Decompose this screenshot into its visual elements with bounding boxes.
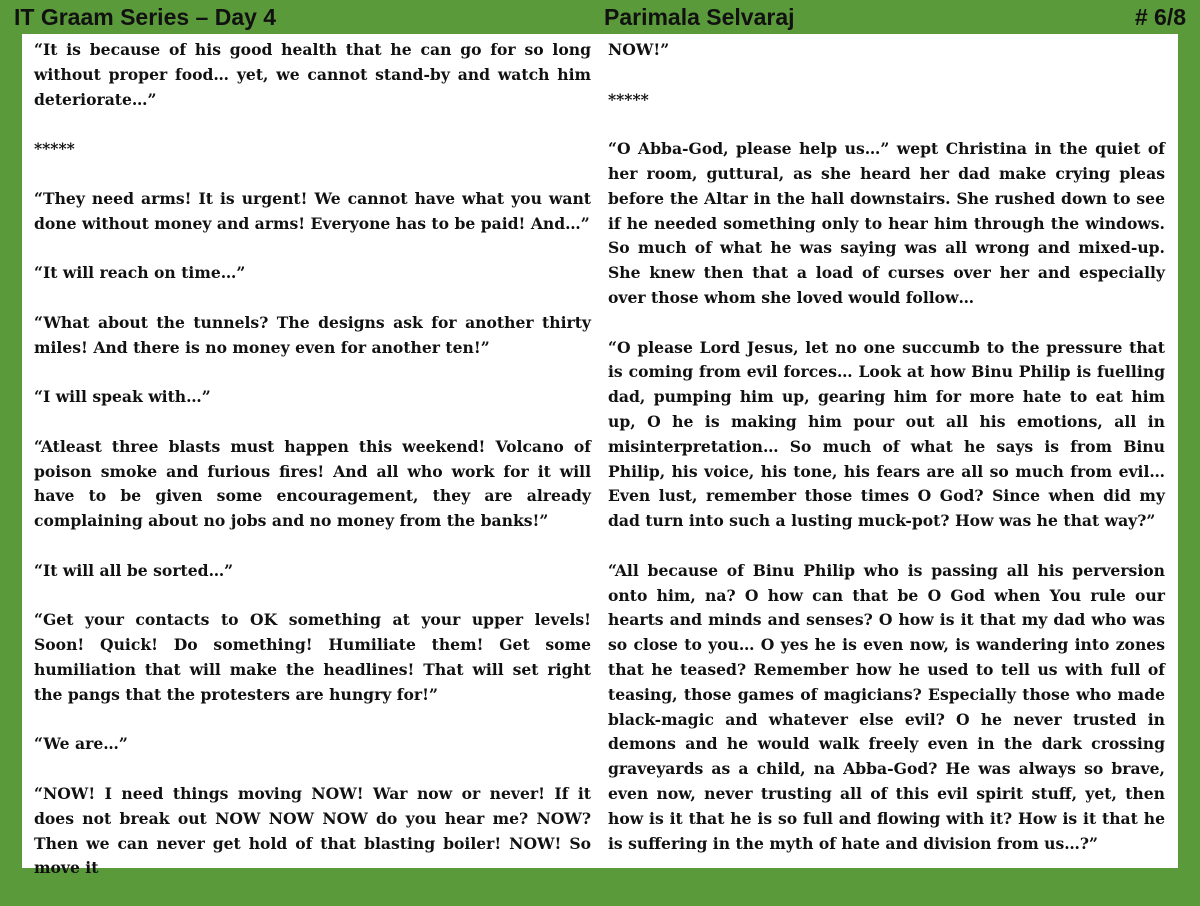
paragraph: NOW!” — [608, 40, 670, 59]
paragraph: ***** — [34, 139, 75, 159]
paragraph: “NOW! I need things moving NOW! War now or never! If it does not break out NOW NOW NOW do you hear me? NOW? Then we can never get hold of that blasting boiler! NOW! So move it — [34, 783, 591, 878]
paragraph: “O please Lord Jesus, let no one succumb to the pressure that is coming from evil forces… Look at how Binu Philip is fuelling dad, pumping him up, gearing him for more hate to eat him up, O he is making him pour out all his emotions, all in misinterpretation… So much of what he says is from Binu Philip, his voice, his tone, his fears are all so much from evil… Even lust, remember those times O God? Since when did my dad turn into such a lusting muck-pot? How was he that way?” — [608, 337, 1165, 531]
paragraph: “Atleast three blasts must happen this weekend! Volcano of poison smoke and furious fires! And all who work for it will have to be given some encouragement, they are already complaining about no jobs and no money from the banks!” — [34, 436, 591, 531]
page-header — [0, 0, 1200, 34]
series-title: IT Graam Series – Day 4 — [14, 4, 277, 30]
paragraph: “O Abba-God, please help us…” wept Christina in the quiet of her room, guttural, as she heard her dad make crying pleas before the Altar in the hall downstairs. She rushed down to see if he needed something only to hear him through the windows. So much of what he was saying was all wrong and mixed-up. She knew then that a load of curses over her and especially over those whom she loved would follow… — [608, 139, 1165, 307]
page-number: # 6/8 — [1134, 4, 1186, 30]
right-column — [608, 38, 1165, 881]
paragraph: “All because of Binu Philip who is passing all his perversion onto him, na? O how can that be O God when You rule our hearts and minds and senses? O how is it that my dad who was so close to you… O yes he is even now, is wandering into zones that he teased? Remember how he used to tell us with full of teasing, those games of magicians? Especially those who made black-magic and whatever else evil? O he never trusted in demons and he would walk freely even in the dark crossing graveyards as a child, na Abba-God? He was always so brave, even now, never trusting all of this evil spirit stuff, yet, then how is it that he is so full and flowing with it? How is it that he is suffering in the myth of hate and division from us…?” — [608, 560, 1165, 853]
document-page — [22, 34, 1178, 878]
left-column — [34, 38, 591, 906]
paragraph: “I will speak with…” — [34, 387, 211, 407]
paragraph: “They need arms! It is urgent! We cannot have what you want done without money and arms! Everyone has to be paid! And…” — [34, 188, 591, 233]
author-name: Parimala Selvaraj — [604, 4, 795, 30]
paragraph: “It will reach on time…” — [34, 263, 246, 283]
paragraph: ***** — [608, 89, 649, 109]
paragraph: “What about the tunnels? The designs ask for another thirty miles! And there is no money even for another ten!” — [34, 312, 591, 357]
paragraph: “Get your contacts to OK something at your upper levels! Soon! Quick! Do something! Humiliate them! Get some humiliation that will make the headlines! That will set right the pangs that the protesters are hungry for!” — [34, 610, 591, 704]
paragraph: “We are…” — [34, 734, 128, 754]
paragraph: “It will all be sorted…” — [34, 560, 234, 580]
paragraph: “It is because of his good health that he can go for so long without proper food… yet, we cannot stand-by and watch him deteriorate…” — [34, 40, 591, 109]
